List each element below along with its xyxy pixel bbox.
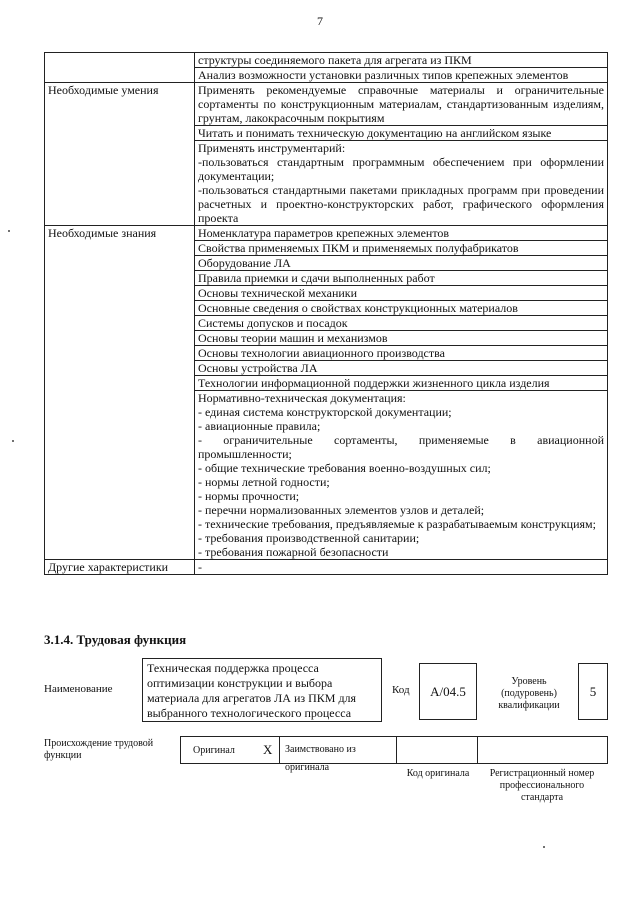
level-value: 5 [589, 683, 597, 699]
item-text: Технологии информационной поддержки жизненного цикла изделия [198, 376, 550, 390]
origin-label: Происхождение трудовой функции [44, 738, 154, 761]
row-item [195, 226, 608, 241]
scan-speck [8, 230, 10, 232]
item-text: Основы теории машин и механизмов [198, 331, 388, 345]
row-item [195, 53, 608, 68]
original-box [180, 736, 280, 764]
item-text: структуры соединяемого пакета для агрегата из ПКМ [198, 53, 472, 67]
item-text: Читать и понимать техническую документацию на английском языке [198, 126, 552, 140]
row-item [195, 376, 608, 391]
code-box [419, 663, 477, 720]
item-line: - ограничительные сортаменты, применяемые в авиационной промышленности; [198, 433, 604, 461]
row-label: Другие характеристики [45, 560, 195, 575]
item-line: Применять инструментарий: [198, 141, 346, 155]
function-name-value: Техническая поддержка процесса оптимизации конструкции и выбора материала для агрегатов ЛА из ПКМ для выбранного технологического процесса [147, 661, 357, 720]
section-heading: 3.1.4. Трудовая функция [44, 632, 187, 647]
code-label: Код [392, 684, 410, 696]
borrowed-label: Заимствовано из оригинала [285, 744, 356, 773]
item-line: - технические требования, предъявляемые к разрабатываемым конструкциям; [198, 517, 596, 531]
function-name-box [142, 658, 382, 722]
row-item [195, 560, 608, 575]
row-label [45, 53, 195, 83]
item-text: Основы технологии авиационного производства [198, 346, 445, 360]
row-item [195, 68, 608, 83]
item-text: Анализ возможности установки различных типов крепежных элементов [198, 68, 569, 82]
item-text: Оборудование ЛА [198, 256, 291, 270]
item-text: Основы технической механики [198, 286, 358, 300]
row-item [195, 346, 608, 361]
item-line: - нормы прочности; [198, 489, 300, 503]
item-line: - общие технические требования военно-воздушных сил; [198, 461, 491, 475]
row-label: Необходимые знания [45, 226, 195, 560]
item-line: Нормативно-техническая документация: [198, 391, 406, 405]
item-text: Свойства применяемых ПКМ и применяемых полуфабрикатов [198, 241, 519, 255]
table-row [45, 560, 608, 575]
item-line: - требования производственной санитарии; [198, 531, 420, 545]
row-item [195, 286, 608, 301]
row-item [195, 141, 608, 226]
page-number: 7 [317, 14, 323, 28]
table-row [45, 53, 608, 68]
row-item [195, 331, 608, 346]
reg-number-box [477, 736, 608, 764]
item-line: -пользоваться стандартными пакетами прикладных программ при проведении расчетных и проектно-конструкторских работ, графического оформления проекта [198, 183, 604, 225]
row-item [195, 256, 608, 271]
row-item [195, 391, 608, 560]
original-mark: X [263, 742, 273, 757]
row-item [195, 241, 608, 256]
item-line: - нормы летной годности; [198, 475, 330, 489]
level-box [578, 663, 608, 720]
item-line: - перечни нормализованных элементов узлов и деталей; [198, 503, 485, 517]
code-original-caption: Код оригинала [406, 768, 470, 779]
row-item [195, 271, 608, 286]
code-original-box [396, 736, 478, 764]
row-label: Необходимые умения [45, 83, 195, 226]
item-text: Основные сведения о свойствах конструкционных материалов [198, 301, 518, 315]
item-text: - [198, 560, 202, 574]
item-text: Основы устройства ЛА [198, 361, 318, 375]
item-text: Правила приемки и сдачи выполненных работ [198, 271, 435, 285]
name-label: Наименование [44, 683, 113, 695]
item-line: - авиационные правила; [198, 419, 321, 433]
table-row [45, 83, 608, 126]
borrowed-box [279, 736, 397, 773]
row-item [195, 301, 608, 316]
table-row [45, 226, 608, 241]
item-text: Системы допусков и посадок [198, 316, 348, 330]
item-line: -пользоваться стандартным программным обеспечением при оформлении документации; [198, 155, 604, 183]
item-line: - единая система конструкторской документации; [198, 405, 452, 419]
row-item [195, 126, 608, 141]
competency-table [44, 52, 608, 575]
item-text: Номенклатура параметров крепежных элементов [198, 226, 450, 240]
row-item [195, 361, 608, 376]
scan-speck [12, 440, 14, 442]
original-label: Оригинал [193, 745, 235, 756]
scan-speck [543, 846, 545, 848]
reg-number-caption: Регистрационный номер профессионального стандарта [489, 768, 595, 803]
code-value: A/04.5 [430, 683, 466, 699]
item-line: - требования пожарной безопасности [198, 545, 389, 559]
row-item [195, 316, 608, 331]
item-text: Применять рекомендуемые справочные материалы и ограничительные сортаменты по конструкционным материалам, стандартизованным изделиям, грунтам, лакокрасочным покрытиям [198, 83, 604, 125]
level-label: Уровень (подуровень) квалификации [498, 676, 560, 711]
row-item [195, 83, 608, 126]
